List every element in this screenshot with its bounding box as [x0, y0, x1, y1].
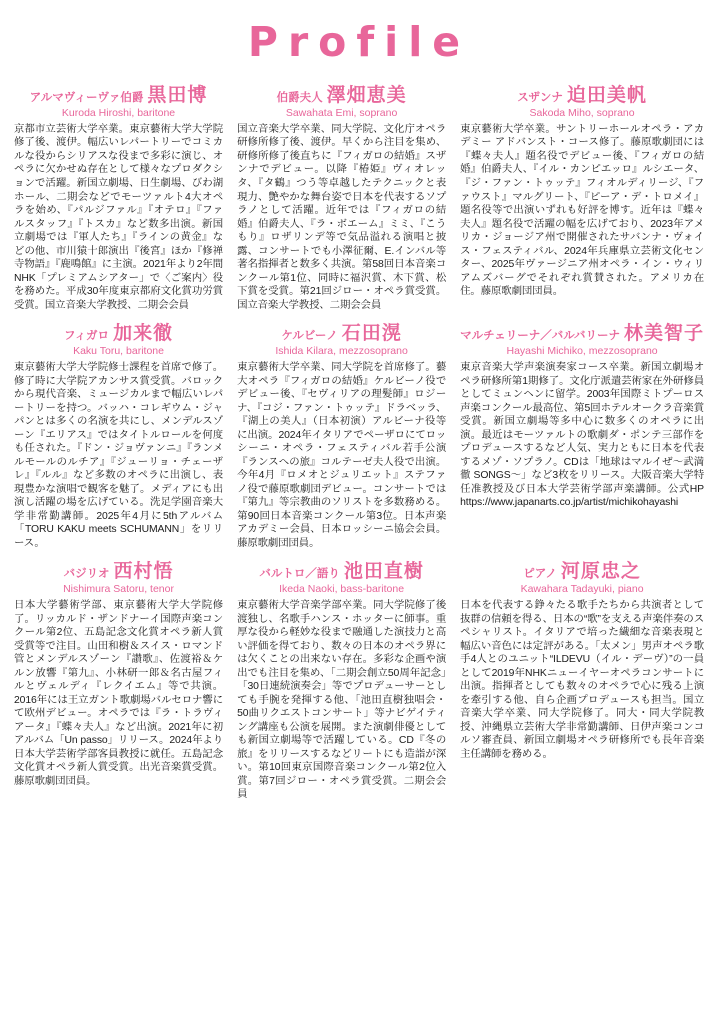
profile-name: 石田滉	[341, 323, 402, 345]
profile-romaji: Kuroda Hiroshi, baritone	[61, 106, 176, 119]
profile-romaji: Kaku Toru, baritone	[73, 345, 164, 358]
profile-romaji: Kawahara Tadayuki, piano	[520, 583, 644, 596]
profile-role: スザンナ	[517, 92, 563, 104]
profile-card	[460, 324, 704, 550]
profile-card	[14, 86, 223, 312]
profile-name: 迫田美帆	[566, 85, 647, 106]
profile-card	[237, 324, 446, 550]
profile-bio: 日本を代表する錚々たる歌手たちから共演者として抜群の信頼を得る、日本の“歌”を支える声楽伴奏のスペシャリスト。イタリアで培った繊細な音楽表現と幅広い音色には定評がある。「太メン」男声オペラ歌手4人とのユニット“ILDEVU（イル・デーヴ）”の一員として2019年NHKニューイヤーオペラコンサートに出演。指揮者としても数々のオペラで心に残る上演を牽引する他、自ら企画プロデュースも担当。国立音楽大学卒業、同大学院修了。同大・同大学院教授、沖縄県立芸術大学非常勤講師、日伊声楽コンコルソ審査員、新国立劇場オペラ研修所でも長年音楽主任講師を務める。	[460, 600, 704, 760]
profile-bio: 東京藝術大学大学院修士課程を首席で修了。修了時に大学院アカンサス賞受賞。バロックから現代音楽、ミュージカルまで幅広いレパートリーを持つ。バッハ・コレギウム・ジャパンとは多くの名演を共にし、メンデルスゾーン『エリアス』ではタイトルロールを何度も任された。『ドン・ジョヴァンニ』『ランメルモールのルチア』『ジューリョ・チェーザレ』『ルル』など多数のオペラに出演し、表現豊かな演唱で観客を魅了。メディアにも出演し活躍の場を広げている。洗足学園音楽大学非常勤講師。2025年4月に5thアルバム「TORU KAKU meets SCHUMANN」をリリース。	[14, 362, 224, 549]
profile-romaji: Nishimura Satoru, tenor	[63, 583, 174, 596]
profile-romaji: Sawahata Emi, soprano	[285, 106, 398, 119]
profile-heading	[460, 562, 704, 582]
profile-role: 伯爵夫人	[276, 92, 323, 104]
profile-role: バジリオ	[63, 568, 110, 581]
profile-card	[14, 562, 223, 802]
profile-heading	[460, 86, 704, 106]
profile-name: 西村悟	[113, 561, 174, 583]
profile-name: 林美智子	[623, 323, 704, 345]
profile-card	[460, 562, 704, 802]
profile-name: 池田直樹	[343, 561, 424, 583]
profile-heading	[460, 324, 704, 344]
profile-heading	[14, 86, 223, 106]
profile-card	[237, 86, 446, 312]
profile-role: フィガロ	[63, 330, 110, 343]
profile-role: ピアノ	[523, 568, 557, 581]
profile-heading	[14, 562, 223, 582]
profile-bio: 日本大学藝術学部、東京藝術大学大学院修了。リッカルド・ザンドナーイ国際声楽コンクール第2位、五島記念文化賞オペラ新人賞受賞等で注目。山田和樹＆スイス・ロマンド管とメンデルスゾーン『讃歌』、佐渡裕＆ケルン放響『第九』、小林研一郎＆名古屋フィルとヴェルディ『レクイエム』等で共演。2016年には王立ガント歌劇場バルセロナ響にて欧州デビュー。オペラでは『ラ・トラヴィアータ』『蝶々夫人』など出演。2021年に初アルバム「Un passo」リリース。2024年より日本大学芸術学部客員教授に就任。五島記念文化賞オペラ新人賞受賞。出光音楽賞受賞。藤原歌劇団団員。	[14, 600, 224, 787]
profile-role: ケルビーノ	[281, 330, 338, 343]
profile-heading	[237, 86, 446, 106]
profile-card	[14, 324, 223, 550]
profile-name: 河原忠之	[560, 561, 641, 583]
profile-romaji: Sakoda Miho, soprano	[529, 106, 635, 119]
profile-role: アルマヴィーヴァ伯爵	[29, 92, 144, 104]
profile-card	[460, 86, 704, 312]
profile-name: 澤畑恵美	[326, 85, 407, 106]
profile-bio: 東京藝術大学音楽学部卒業。同大学院修了後渡独し、名歌手ハンス・ホッターに師事。重厚な役から軽妙な役まで融通した演技力と高い評価を得ており、数々の日本のオペラ界には欠くことの出来ない存在。多彩な企画や演出でも注目を集め、「二期会創立50周年記念」「30日連続演奏会」等でプロデューサーとしても手腕を発揮する他、「池田直樹独唱会・50曲リクエストコンサート」等ナビゲイティング講座も公演を展開。また演劇俳優としても新国立劇場等で活躍している。CD『冬の旅』をリリースするなどリートにも造詣が深い。第10回東京国際音楽コンクール第2位入賞。第7回ジロー・オペラ賞受賞。二期会会員	[237, 600, 447, 801]
profile-role: バルトロ／語り	[259, 568, 340, 581]
profile-grid	[14, 86, 704, 802]
profile-name: 加来徹	[113, 323, 174, 345]
profile-role: マルチェリーナ／バルバリーナ	[460, 330, 620, 343]
profile-card	[237, 562, 446, 802]
profile-name: 黒田博	[147, 85, 208, 106]
profile-romaji: Ishida Kilara, mezzosoprano	[275, 345, 408, 358]
profile-romaji: Hayashi Michiko, mezzosoprano	[506, 345, 658, 358]
profile-romaji: Ikeda Naoki, bass-baritone	[279, 583, 405, 596]
profile-heading	[237, 324, 446, 344]
profile-heading	[14, 324, 223, 344]
profile-bio: 京都市立芸術大学卒業。東京藝術大学大学院修了後、渡伊。幅広いレパートリーでコミカルな役からシリアスな役まで多彩に演じ、オペラに欠かせぬ存在として様々なプロダクションで活躍。新国立劇場、日生劇場、びわ湖ホール、二期会などでモーツァルト4大オペラを始め、『パルジファル』『オテロ』『ファルスタッフ』『トスカ』など数多出演。新国立劇場では『軍人たち』『ラインの黄金』などの他、市川猿十郎演出『後宮』ほか『修禅寺物語』『鹿鳴館』に主演。2021年より2年間NHK「プレミアムシアター」で〈ご案内〉役を務めた。平成30年度東京都府文化賞功労賞受賞。国立音楽大学教授、二期会会員	[14, 123, 224, 311]
profile-bio: 東京音楽大学声楽演奏家コース卒業。新国立劇場オペラ研修所第1期修了。文化庁派遣芸術家在外研修員としてミュンヘンに留学。2003年国際ミトプーロス声楽コンクール最高位、第5回ホテルオークラ音楽賞受賞。新国立劇場等多中心に数多くのオペラに出演。最近はモーツァルトの歌劇ダ・ポンテ三部作をプロデュースするなど人気、実力ともに日本を代表するメゾ・ソプラノ。CDは「地球はマルイぜ〜武満徹 SONGS〜」など3枚をリリース。大阪音楽大学特任准教授及び日本大学芸術学部声楽講師。公式HP https://www.japanarts.co.jp/artist/michikohayashi	[460, 362, 704, 509]
profile-bio: 東京藝術大学卒業、同大学院を首席修了。藝大オペラ『フィガロの結婚』ケルビーノ役でデビュー後、『セヴィリアの理髪師』ロジーナ、『コジ・ファン・トゥッテ』ドラベッラ、『湖上の美人』（日本初演）アルビーナ役等に出演。2024年イタリアでペーザロにてロッシーニ・オペラ・フェスティバル若手公演『ランスへの旅』コルテーゼ夫人役で出演。今年4月『ロメオとジュリエット』ステファノ役で藤原歌劇団デビュー。コンサートでは『第九』等宗教曲のソリストを多数務める。第90回日本音楽コンクール第3位。日本声楽アカデミー会員、日本ロッシーニ協会会員。藤原歌劇団団員。	[237, 362, 447, 549]
profile-bio: 国立音楽大学卒業、同大学院、文化庁オペラ研修所修了後、渡伊。早くから注目を集め、研修所修了後直ちに『フィガロの結婚』スザンナでデビュー。以降『椿姫』ヴィオレッタ、『タ鶴』つう等卓越したテクニックと表現力、艶やかな舞台姿で日本を代表するソプラノとして活躍。近年では『フィガロの結婚』伯爵夫人、『ラ・ボエーム』ミミ、『こうもり』ロザリンデ等で気品溢れる演唱と披露、コンサートでも小澤征爾、E.インバル等著名指揮者と数多く共演。第58回日本音楽コンクール第1位、同時に福沢賞、木下賞、松下賞を受賞。第21回ジロー・オペラ賞受賞。国立音楽大学教授、二期会会員	[237, 123, 447, 311]
page-title: Profile	[247, 18, 471, 66]
profile-bio: 東京藝術大学卒業。サントリーホールオペラ・アカデミー アドバンスト・コース修了。藤原歌劇団には『蝶々夫人』題名役でデビュー後、『フィガロの結婚』伯爵夫人、『イル・カンピエッロ』ルシエータ、『ジ・ファン・トゥッテ』フィオルディリージ、『ファウスト』マルグリート、『ピーア・デ・トロメイ』題名役等で出演いずれも好評を博す。近年は『蝶々夫人』題名役で活躍の幅を広げており、2023年アメリカ・ジョージア州で開催されたサバンナ・ヴォイス・フェスティバル、2024年兵庫県立芸術文化センター、2025年ヴァージニア州オペラ・イン・ウィリアムズバーグでそれぞれ賞賛された。アメリカ在住。藤原歌劇団団員。	[460, 123, 704, 298]
profile-heading	[237, 562, 446, 582]
